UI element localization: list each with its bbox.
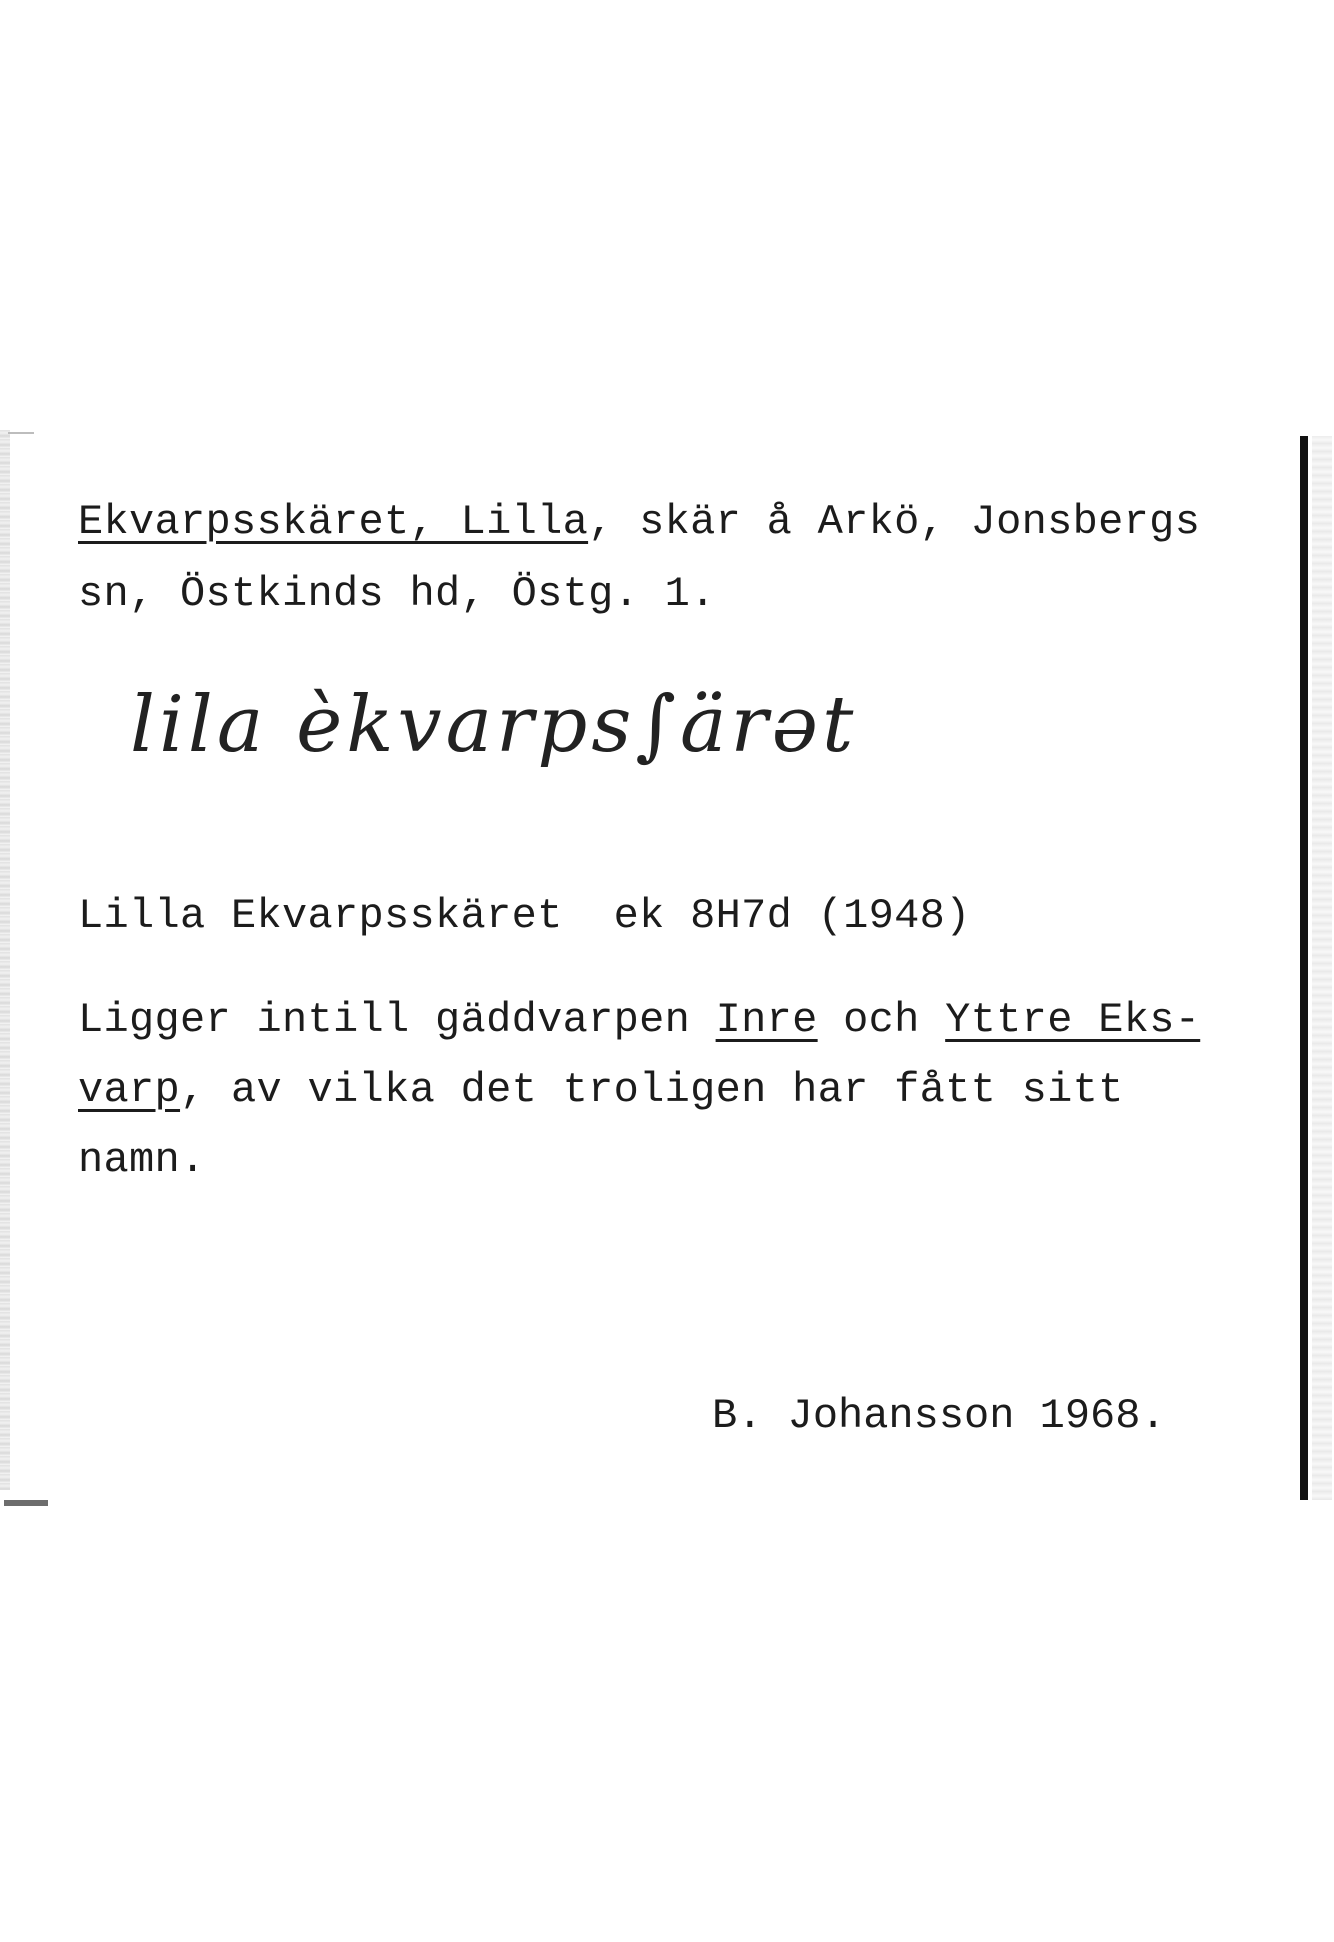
- heading-line-1-rest: , skär å Arkö, Jonsbergs: [588, 498, 1201, 546]
- note-line-2-rest: , av vilka det troligen har fått sitt: [180, 1066, 1124, 1114]
- heading-line-1: [78, 498, 1200, 546]
- note-line-1: [78, 996, 1200, 1044]
- note-line-2: [78, 1066, 1124, 1114]
- signature: B. Johansson 1968.: [712, 1392, 1166, 1440]
- map-reference: Lilla Ekvarpsskäret ek 8H7d (1948): [78, 892, 971, 940]
- scan-mark-top: [8, 432, 34, 434]
- note-line-3: namn.: [78, 1136, 206, 1184]
- handwritten-pronunciation: lila èkvarps∫ärət: [130, 680, 858, 770]
- scan-mark-bottom: [4, 1500, 48, 1506]
- note-line-1-mid: och: [817, 996, 946, 1044]
- ref-inre: Inre: [715, 996, 818, 1044]
- scan-left-edge: [0, 430, 10, 1490]
- heading-line-2: sn, Östkinds hd, Östg. 1.: [78, 570, 716, 618]
- ref-yttre-eks: Yttre Eks-: [945, 996, 1201, 1044]
- place-name: Ekvarpsskäret, Lilla: [78, 498, 589, 546]
- card-right-border: [1300, 436, 1308, 1500]
- ref-varp: varp: [78, 1066, 181, 1114]
- scan-right-edge: [1312, 436, 1332, 1500]
- note-line-1-prefix: Ligger intill gäddvarpen: [78, 996, 716, 1044]
